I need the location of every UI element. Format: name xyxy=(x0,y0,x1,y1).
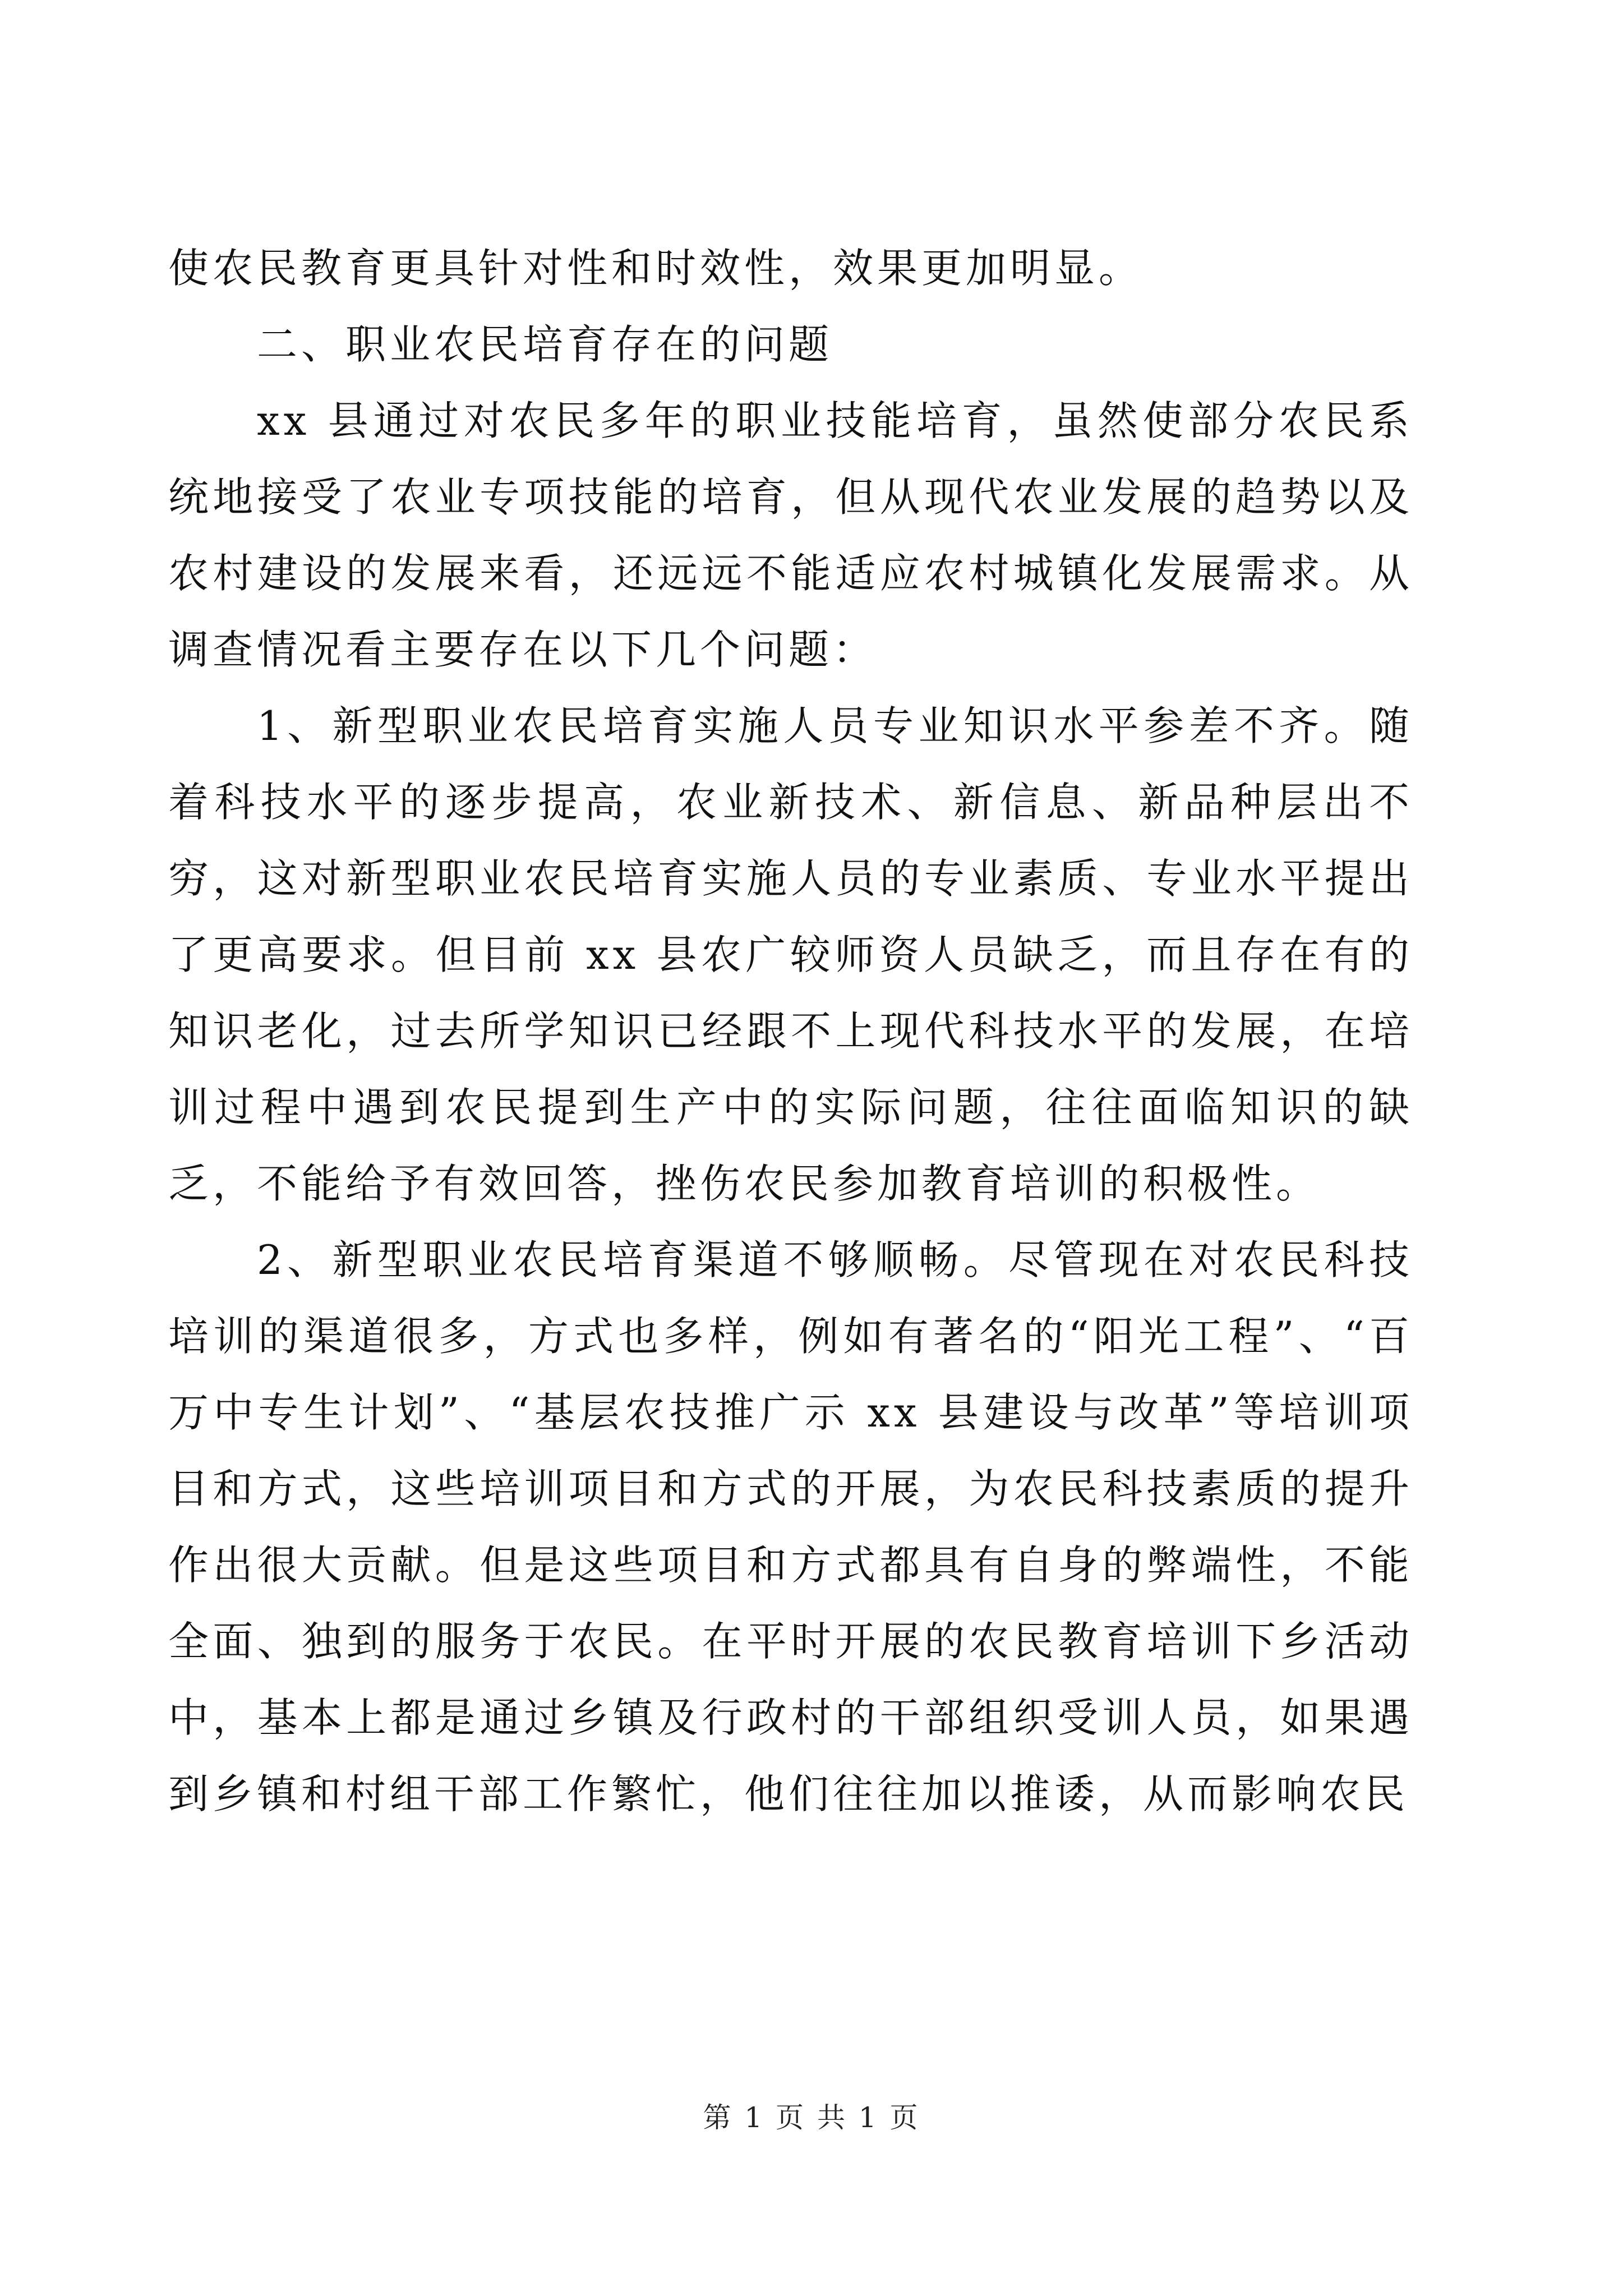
section-heading: 二、职业农民培育存在的问题 xyxy=(257,321,833,368)
page-footer: 第 1 页 共 1 页 xyxy=(703,2101,920,2134)
paragraph-continuation: 使农民教育更具针对性和时效性，效果更加明显。 xyxy=(168,245,1144,292)
paragraph-intro: xx 县通过对农民多年的职业技能培育，虽然使部分农民系统地接受了农业专项技能的培育，但从现代农业发展的趋势以及农村建设的发展来看，还远远不能适应农村城镇化发展需求。从调查情况看主要存在以下几个问题： xyxy=(168,397,1413,673)
paragraph-issue-1: 1、新型职业农民培育实施人员专业知识水平参差不齐。随着科技水平的逐步提高，农业新技术、新信息、新品种层出不穷，这对新型职业农民培育实施人员的专业素质、专业水平提出了更高要求。但目前 xx 县农广较师资人员缺乏，而且存在有的知识老化，过去所学知识已经跟不上现代科技水平的发展，在培训过程中遇到农民提到生产中的实际问题，往往面临知识的缺乏，不能给予有效回答，挫伤农民参加教育培训的积极性。 xyxy=(168,702,1413,1207)
paragraph-issue-2: 2、新型职业农民培育渠道不够顺畅。尽管现在对农民科技培训的渠道很多，方式也多样，例如有著名的“阳光工程”、“百万中专生计划”、“基层农技推广示 xx 县建设与改革”等培训项目和方式，这些培训项目和方式的开展，为农民科技素质的提升作出很大贡献。但是这些项目和方式都具有自身的弊端性，不能全面、独到的服务于农民。在平时开展的农民教育培训下乡活动中，基本上都是通过乡镇及行政村的干部组织受训人员，如果遇到乡镇和村组干部工作繁忙，他们往往加以推诿，从而影响农民 xyxy=(168,1236,1413,1818)
document-body xyxy=(168,230,1413,1832)
